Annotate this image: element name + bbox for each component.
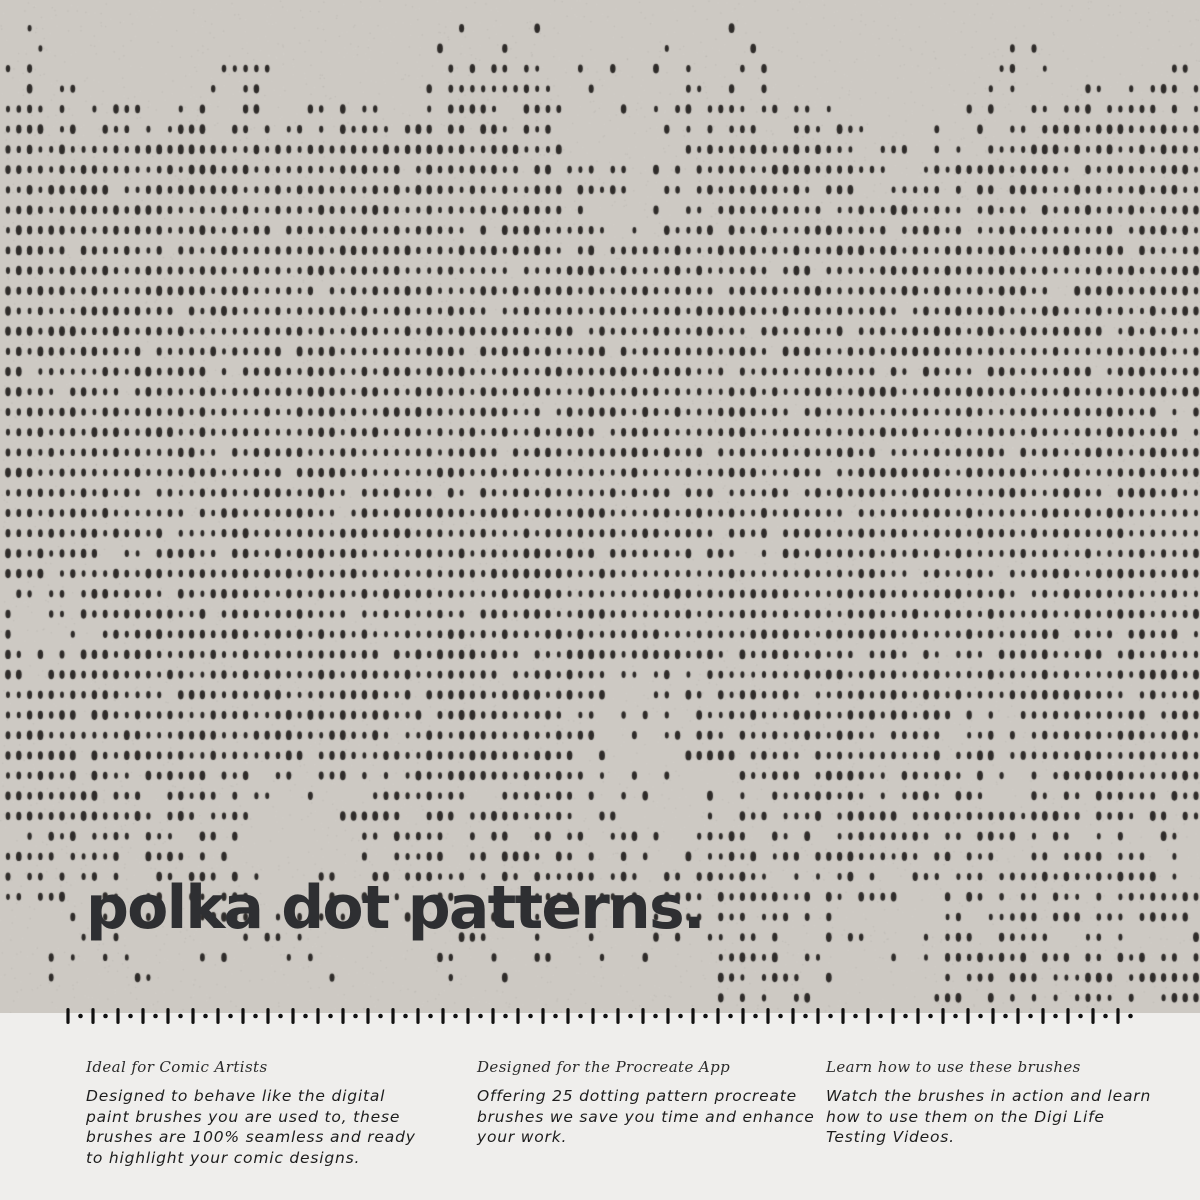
stitch-mark [816,1008,819,1024]
feature-body: Watch the brushes in action and learn how to use them on the Digi Life Testing Videos. [826,1087,1152,1146]
stitch-mark [941,1008,944,1024]
stitch-mark [128,1014,133,1019]
stitch-mark [691,1008,694,1024]
stitch-mark [966,1008,969,1024]
stitch-mark [228,1014,233,1019]
stitch-mark [728,1014,733,1019]
stitch-mark [603,1014,608,1019]
stitch-mark [753,1014,758,1019]
stitch-mark [978,1014,983,1019]
stitch-mark [866,1008,869,1024]
stitch-mark [678,1014,683,1019]
stitch-mark [1028,1014,1033,1019]
stitch-mark [191,1008,194,1024]
stitch-mark [1103,1014,1108,1019]
stitch-mark [303,1014,308,1019]
stitch-mark [428,1014,433,1019]
stitch-mark [703,1014,708,1019]
feature-heading: Designed for the Procreate App [477,1058,731,1076]
stitch-marks [66,1008,1132,1024]
stitch-mark [416,1008,419,1024]
stitch-mark [916,1008,919,1024]
stitch-mark [503,1014,508,1019]
stitch-mark [1078,1014,1083,1019]
stitch-mark [366,1008,369,1024]
stitch-mark [91,1008,94,1024]
stitch-mark [841,1008,844,1024]
stitch-mark [666,1008,669,1024]
stitch-mark [878,1014,883,1019]
stitch-mark [353,1014,358,1019]
stitch-mark [541,1008,544,1024]
stitch-mark [441,1008,444,1024]
stitch-mark [141,1008,144,1024]
stitch-mark [1016,1008,1019,1024]
stitch-mark [616,1008,619,1024]
stitch-mark [478,1014,483,1019]
stitch-mark [78,1014,83,1019]
stitch-mark [453,1014,458,1019]
stitch-mark [641,1008,644,1024]
stitch-mark [953,1014,958,1019]
stitch-mark [803,1014,808,1019]
page-title: polka dot patterns. [86,873,704,943]
stitch-mark [528,1014,533,1019]
stitch-mark [291,1008,294,1024]
stitch-mark [1066,1008,1069,1024]
stitch-mark [853,1014,858,1019]
feature-comic-artists [86,1058,426,1168]
stitch-mark [791,1008,794,1024]
stitch-mark [491,1008,494,1024]
stitch-mark [466,1008,469,1024]
stitch-mark [328,1014,333,1019]
feature-body: Designed to behave like the digital paint brushes you are used to, these brushes are 100% seamless and ready to highlight your comic designs. [86,1087,416,1167]
stitch-mark [1053,1014,1058,1019]
stitch-mark [241,1008,244,1024]
stitch-mark [391,1008,394,1024]
stitch-mark [341,1008,344,1024]
stitch-mark [591,1008,594,1024]
feature-heading: Learn how to use these brushes [826,1058,1081,1076]
stitch-mark [828,1014,833,1019]
stitch-mark [1128,1014,1133,1019]
stitch-mark [266,1008,269,1024]
stitch-mark [1091,1008,1094,1024]
stitch-mark [178,1014,183,1019]
stitch-mark [553,1014,558,1019]
stitch-mark [153,1014,158,1019]
stitched-divider [0,1003,1200,1029]
stitch-mark [891,1008,894,1024]
stitch-mark [403,1014,408,1019]
stitch-mark [253,1014,258,1019]
stitch-mark [166,1008,169,1024]
stitch-mark [566,1008,569,1024]
feature-heading: Ideal for Comic Artists [86,1058,268,1076]
feature-procreate-app [477,1058,817,1148]
stitch-mark [66,1008,69,1024]
stitch-mark [653,1014,658,1019]
stitch-mark [741,1008,744,1024]
feature-learn-brushes [826,1058,1166,1148]
stitch-mark [516,1008,519,1024]
stitch-mark [316,1008,319,1024]
stitch-mark [116,1008,119,1024]
stitch-mark [1003,1014,1008,1019]
stitch-mark [278,1014,283,1019]
stitch-mark [628,1014,633,1019]
stitch-mark [378,1014,383,1019]
stitch-mark [766,1008,769,1024]
stitch-mark [103,1014,108,1019]
stitch-mark [1041,1008,1044,1024]
stitch-mark [903,1014,908,1019]
stitch-mark [928,1014,933,1019]
stitch-mark [578,1014,583,1019]
stitch-mark [1116,1008,1119,1024]
feature-body: Offering 25 dotting pattern procreate brushes we save you time and enhance your work. [477,1087,815,1146]
stitch-mark [778,1014,783,1019]
stitch-mark [716,1008,719,1024]
stitch-mark [991,1008,994,1024]
stitch-mark [203,1014,208,1019]
stitch-mark [216,1008,219,1024]
